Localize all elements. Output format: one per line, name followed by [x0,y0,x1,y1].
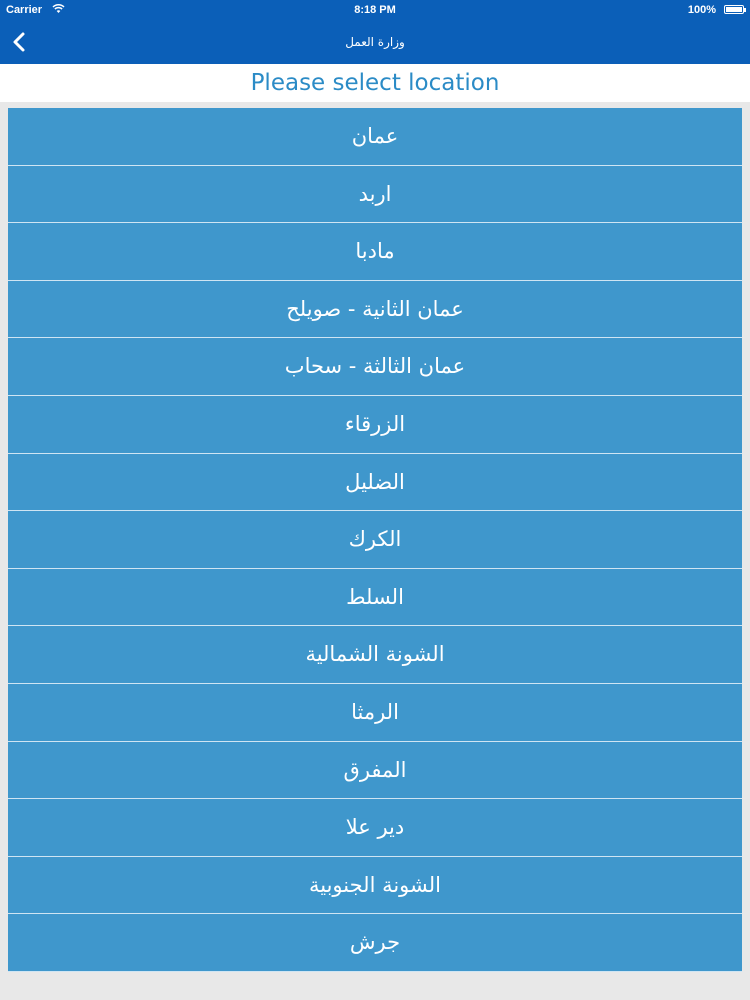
clock: 8:18 PM [354,4,396,16]
location-row-dulail[interactable]: الضليل [8,454,742,512]
status-bar [0,0,750,22]
location-row-madaba[interactable]: مادبا [8,223,742,281]
location-row-irbid[interactable]: اربد [8,166,742,224]
carrier-label: Carrier [6,4,43,16]
location-row-south-shuna[interactable]: الشونة الجنوبية [8,857,742,915]
location-row-ramtha[interactable]: الرمثا [8,684,742,742]
location-row-salt[interactable]: السلط [8,569,742,627]
location-row-jerash[interactable]: جرش [8,914,742,972]
location-list[interactable] [8,108,742,1000]
location-row-north-shuna[interactable]: الشونة الشمالية [8,626,742,684]
battery-percent: 100% [687,4,716,16]
location-row-karak[interactable]: الكرك [8,511,742,569]
page-title: وزارة العمل [345,35,405,49]
location-row-amman[interactable]: عمان [8,108,742,166]
location-row-mafraq[interactable]: المفرق [8,742,742,800]
select-location-prompt: Please select location [250,70,500,96]
location-prompt-header [0,64,750,102]
location-row-amman-second-sweileh[interactable]: عمان الثانية - صويلح [8,281,742,339]
battery-icon [724,5,744,14]
location-row-zarqa[interactable]: الزرقاء [8,396,742,454]
location-row-deir-alla[interactable]: دير علا [8,799,742,857]
location-row-amman-third-sahab[interactable]: عمان الثالثة - سحاب [8,338,742,396]
navigation-bar [0,22,750,64]
